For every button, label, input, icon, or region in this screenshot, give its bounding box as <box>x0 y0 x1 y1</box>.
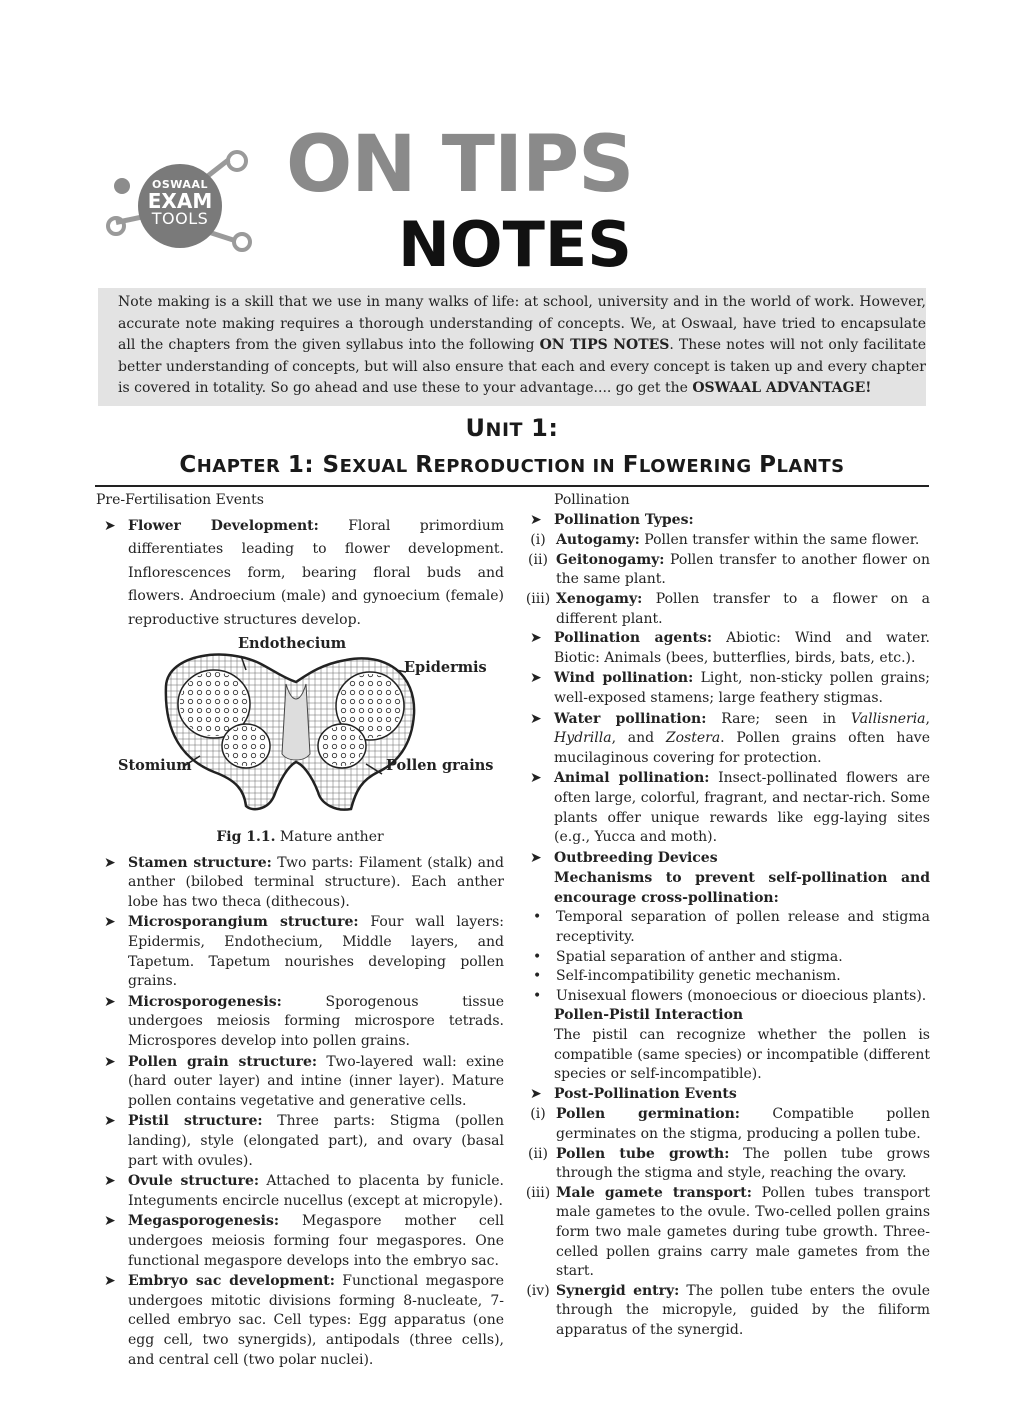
arrow-bullet-icon: ➤ <box>104 854 116 871</box>
list-item: ➤ Wind pollination: Light, non-sticky pollen grains; well-exposed stamens; large feathery stigmas. <box>530 670 930 706</box>
dot-bullet-icon: • <box>533 948 542 965</box>
bullet-item: • Temporal separation of pollen release and stigma receptivity. <box>533 909 930 946</box>
logo-badge <box>138 164 222 248</box>
intro-box <box>98 288 926 406</box>
arrow-bullet-icon: ➤ <box>104 517 116 534</box>
numbered-item: (iv) Synergid entry: The pollen tube enters the ovule through the micropyle, guided by the filiform apparatus of the synergid. <box>526 1282 930 1338</box>
numbered-item: (i) Autogamy: Pollen transfer within the same flower. <box>530 532 920 549</box>
label-epidermis: Epidermis <box>404 659 487 677</box>
list-item: ➤ Animal pollination: Insect-pollinated flowers are often large, colorful, fragrant, and nectar-rich. Some plants offer unique rewards like egg-laying sites (e.g., Yucca and moth). <box>530 770 930 846</box>
logo-line-3: TOOLS <box>151 209 209 228</box>
arrow-bullet-icon: ➤ <box>104 1113 116 1130</box>
subheading: Mechanisms to prevent self-pollination and encourage cross-pollination: <box>554 870 930 906</box>
arrow-bullet-icon: ➤ <box>104 1213 116 1230</box>
title-on-tips: ON TIPS <box>286 120 634 210</box>
label-endothecium: Endothecium <box>238 635 347 653</box>
list-item: ➤ Outbreeding Devices <box>522 849 930 869</box>
section-heading: Pollination <box>554 492 630 508</box>
arrow-bullet-icon: ➤ <box>530 630 542 647</box>
figure-caption: Fig 1.1. Mature anther <box>216 829 384 846</box>
right-column <box>522 491 930 1341</box>
bullet-item: • Unisexual flowers (monoecious or dioecious plants). <box>522 987 930 1007</box>
subheading: Pollen-Pistil Interaction <box>554 1007 744 1024</box>
arrow-bullet-icon: ➤ <box>104 1273 116 1290</box>
list-item: ➤ Pistil structure: Three parts: Stigma (pollen landing), style (elongated part), and ovary (basal part with ovules). <box>104 1113 504 1169</box>
left-column <box>96 491 504 1371</box>
logo-node-icon <box>232 232 252 252</box>
dot-bullet-icon: • <box>533 987 542 1004</box>
arrow-bullet-icon: ➤ <box>104 1173 116 1190</box>
arrow-bullet-icon: ➤ <box>104 914 116 931</box>
numbered-item: (ii) Pollen tube growth: The pollen tube grows through the stigma and style, reaching the ovary. <box>528 1145 930 1182</box>
arrow-bullet-icon: ➤ <box>530 770 542 787</box>
intro-bold-2: OSWAAL ADVANTAGE! <box>692 380 872 396</box>
list-item: ➤ Microsporogenesis: Sporogenous tissue undergoes meiosis forming microspore tetrads. Microspores develop into pollen grains. <box>104 993 504 1050</box>
arrow-bullet-icon: ➤ <box>104 993 116 1010</box>
title-notes: NOTES <box>398 208 632 281</box>
numbered-item: (iii) Xenogamy: Pollen transfer to a flower on a different plant. <box>525 590 930 627</box>
logo-line-2: EXAM <box>147 189 213 213</box>
list-item: ➤ Ovule structure: Attached to placenta by funicle. Integuments encircle nucellus (except at micropyle). <box>104 1173 504 1209</box>
intro-text-2: . These notes will not only facilitate better understanding of concepts, but will also ensure that each and every concept is taken up and every chapter is covered in totality. So go ahead and use these to your advantage.... go get the <box>118 337 926 396</box>
list-item: ➤ Water pollination: Rare; seen in Vallisneria, Hydrilla, and Zostera. Pollen grains often have mucilaginous covering for protection. <box>530 710 930 766</box>
numbered-item: (iii) Male gamete transport: Pollen tubes transport male gametes to the ovule. Two-celled pollen grains form two male gametes during tube growth. Three-celled pollen grains carry male gametes from the start. <box>525 1184 930 1280</box>
section-heading: Pre-Fertilisation Events <box>96 492 264 508</box>
numbered-item: (ii) Geitonogamy: Pollen transfer to another flower on the same plant. <box>528 551 930 588</box>
label-stomium: Stomium <box>118 757 192 775</box>
logo-node-icon <box>114 178 130 194</box>
chapter-heading: CHAPTER 1: SEXUAL REPRODUCTION IN FLOWERING PLANTS <box>179 452 845 478</box>
arrow-bullet-icon: ➤ <box>104 1053 116 1070</box>
intro-text-1: Note making is a skill that we use in many walks of life: at school, university and in the world of work. However, accurate note making requires a thorough understanding of concepts. We, at Oswaal, have tried to encapsulate all the chapters from the given syllabus into the following <box>118 294 926 353</box>
arrow-bullet-icon: ➤ <box>530 849 542 866</box>
list-item: ➤ Pollination Types: <box>522 511 930 531</box>
unit-heading: UNIT 1: <box>465 414 559 442</box>
list-item: ➤ Megasporogenesis: Megaspore mother cell undergoes meiosis forming four megaspores. One functional megaspore develops into the embryo sac. <box>104 1213 504 1269</box>
intro-bold-1: ON TIPS NOTES <box>539 337 670 353</box>
list-item: ➤ Pollen grain structure: Two-layered wall: exine (hard outer layer) and intine (inner layer). Mature pollen contains vegetative and generative cells. <box>104 1053 504 1109</box>
list-item: ➤ Pollination agents: Abiotic: Wind and water. Biotic: Animals (bees, butterflies, birds, bats, etc.). <box>530 630 930 666</box>
label-pollen-grains: Pollen grains <box>386 757 494 775</box>
bullet-item: • Spatial separation of anther and stigma. <box>522 948 930 968</box>
list-item: ➤ Stamen structure: Two parts: Filament (stalk) and anther (bilobed terminal structure). Each anther lobe has two theca (dithecous). <box>104 854 504 910</box>
numbered-item: (i) Pollen germination: Compatible pollen germinates on the stigma, producing a pollen tube. <box>530 1106 930 1142</box>
dot-bullet-icon: • <box>533 968 542 985</box>
heading-rule <box>95 485 929 487</box>
list-item: ➤ Post-Pollination Events <box>522 1085 930 1105</box>
oswaal-logo <box>106 150 256 250</box>
arrow-bullet-icon: ➤ <box>530 511 542 528</box>
arrow-bullet-icon: ➤ <box>530 670 542 687</box>
logo-line-1: OSWAAL <box>152 178 208 191</box>
list-item: ➤ Flower Development: Floral primordium differentiates leading to flower development. Inflorescences form, bearing floral buds and flowers. Androecium (male) and gynoecium (female) reproductive structures develop. <box>96 515 504 633</box>
list-item: ➤ Microsporangium structure: Four wall layers: Epidermis, Endothecium, Middle layers, and Tapetum. Tapetum nourishes developing pollen grains. <box>104 914 504 990</box>
paragraph: The pistil can recognize whether the pollen is compatible (same species) or incompatible (different species or self-incompatible). <box>554 1027 930 1083</box>
dot-bullet-icon: • <box>533 909 542 926</box>
arrow-bullet-icon: ➤ <box>530 1085 542 1102</box>
arrow-bullet-icon: ➤ <box>530 710 542 727</box>
list-item: ➤ Embryo sac development: Functional megaspore undergoes mitotic divisions forming 8-nucleate, 7-celled embryo sac. Cell types: Egg apparatus (one egg cell, two synergids), antipodals (three cells), and central cell (two polar nuclei). <box>104 1273 504 1368</box>
bullet-item: • Self-incompatibility genetic mechanism. <box>522 967 930 987</box>
mature-anther-figure <box>96 634 504 822</box>
